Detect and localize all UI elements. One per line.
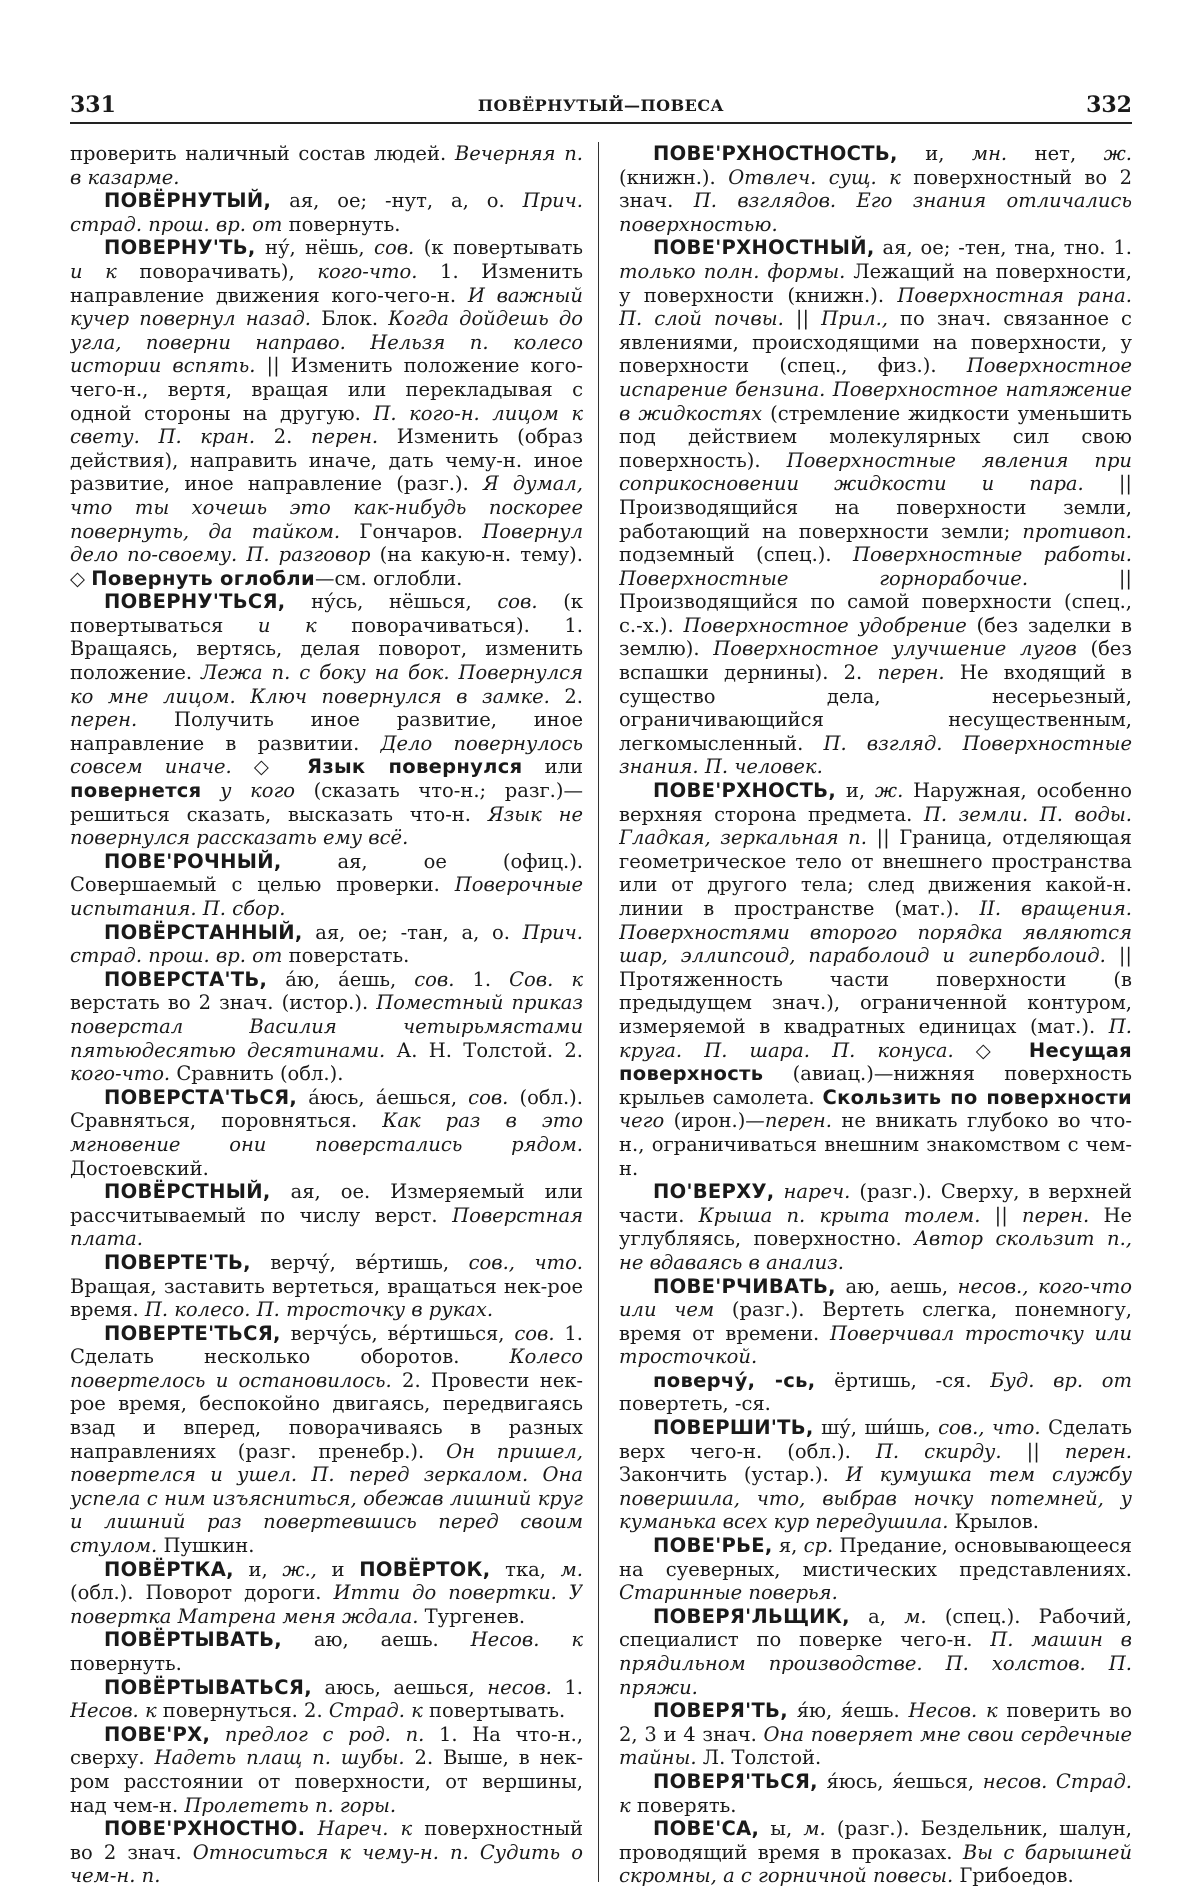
entry-headword: поверчу́, -сь, bbox=[653, 1368, 816, 1392]
entry-text: 2. bbox=[255, 425, 311, 449]
entry-text: ая, ое; -тан, а, о. bbox=[302, 920, 523, 944]
entry-text: поворачивать), bbox=[116, 259, 318, 283]
dictionary-entry bbox=[70, 1676, 583, 1723]
entry-text: Лежащий на поверхности, у поверхности (книжн.). bbox=[619, 259, 1132, 307]
entry-italic-text: Итти до повертки. У повертка Матрена меня ждала. bbox=[70, 1581, 583, 1628]
page-header bbox=[70, 92, 1132, 122]
entry-text: 1. На что-н., сверху. bbox=[70, 1722, 583, 1770]
entry-text: || bbox=[1001, 1439, 1065, 1463]
entry-italic-text: только полн. формы. bbox=[619, 259, 846, 283]
entry-italic-text: Дело повернулось совсем иначе. bbox=[70, 731, 583, 779]
entry-text: ая, ое. Измеряемый или рассчитываемый по числу верст. bbox=[70, 1180, 583, 1227]
entry-text: ёртишь, -ся. bbox=[815, 1368, 991, 1392]
entry-italic-text: перен. bbox=[70, 708, 138, 732]
entry-text: || bbox=[783, 307, 822, 331]
entry-italic-text: ж. bbox=[1103, 142, 1132, 165]
entry-italic-text: ж. bbox=[874, 779, 904, 803]
entry-italic-text: Несов. к bbox=[908, 1699, 998, 1723]
entry-italic-text: П. земли. П. воды. Гладкая, зеркальная п. bbox=[619, 802, 1132, 850]
entry-text: Сравнить (обл.). bbox=[170, 1062, 344, 1086]
entry-italic-text: II. вращения. Поверхностями второго порядка являются шар, эллипсоид, параболоид и гиперболоид. bbox=[619, 897, 1132, 968]
entry-headword: ПО'ВЕРХУ, bbox=[653, 1180, 775, 1204]
entry-text: Получить иное развитие, иное направление в развитии. bbox=[70, 708, 583, 755]
entry-italic-text: Сов. к bbox=[509, 967, 583, 991]
entry-headword: ПОВЕ'РХНОСТНО. bbox=[104, 1817, 306, 1841]
entry-text: (сказать что-н.; разг.)—решиться сказать, высказать что-н. bbox=[70, 779, 583, 826]
entry-text: Не углубляясь, поверхностно. bbox=[619, 1203, 1132, 1251]
entry-headword: Язык повернулся bbox=[307, 755, 523, 779]
entry-italic-text: Автор скользит п., не вдаваясь в анализ. bbox=[619, 1227, 1132, 1274]
entry-text: ая, ое (офиц.). Совершаемый с целью проверки. bbox=[70, 849, 583, 897]
entry-text: 2. Провести нек-рое время, беспокойно двигаясь, передвигаясь взад и вперед, поворачиваясь в разных направлениях (разг. пренебр.). bbox=[70, 1368, 583, 1463]
entry-italic-text: несов., кого-что или чем bbox=[619, 1274, 1132, 1322]
entry-italic-text: сов. bbox=[414, 967, 455, 991]
entry-headword: ПОВЕ'РЧИВАТЬ, bbox=[653, 1274, 836, 1298]
dictionary-entry bbox=[619, 1416, 1132, 1534]
entry-headword: ПОВЕРНУ'ТЬСЯ, bbox=[104, 590, 286, 614]
entry-text: || Производящийся по самой поверхности (спец., с.-х.). bbox=[619, 566, 1132, 637]
entry-text: ая, ое; -тен, тна, тно. 1. bbox=[874, 236, 1132, 260]
entry-text: ◇ bbox=[953, 1038, 1029, 1062]
dictionary-entry bbox=[70, 921, 583, 968]
entry-text: Закончить (устар.). bbox=[619, 1463, 846, 1487]
entry-italic-text: у кого bbox=[220, 779, 296, 803]
entry-text: (к повертываться bbox=[70, 590, 583, 637]
entry-italic-text: сов., что. bbox=[468, 1250, 583, 1274]
entry-text: тка, bbox=[490, 1557, 561, 1581]
entry-text: поверять. bbox=[630, 1793, 737, 1817]
dictionary-entry bbox=[70, 1251, 583, 1322]
entry-italic-text: П. машин в прядильном производстве. П. холстов. П. пряжи. bbox=[619, 1628, 1132, 1699]
dictionary-entry bbox=[619, 236, 1132, 779]
entry-headword: Повернуть оглобли bbox=[91, 566, 315, 590]
entry-text: я́ю, я́ешь. bbox=[787, 1699, 909, 1723]
entry-text: Вращая, заставить вертеться, вращаться нек-рое время. bbox=[70, 1274, 583, 1322]
running-head: ПОВЁРНУТЫЙ—ПОВЕСА bbox=[477, 96, 725, 115]
dictionary-entry bbox=[70, 1628, 583, 1675]
entry-text: Блок. bbox=[311, 307, 389, 331]
entry-text: шу́, ши́шь, bbox=[813, 1416, 939, 1440]
entry-italic-text: Я думал, что ты хочешь это как-нибудь поскорее повернуть, да тайком. bbox=[70, 472, 583, 543]
entry-headword: ПОВЕРСТА'ТЬСЯ, bbox=[104, 1085, 298, 1109]
entry-italic-text: сов. bbox=[514, 1321, 555, 1345]
entry-italic-text: П. скирду. bbox=[875, 1439, 1002, 1463]
entry-text: Тургенев. bbox=[418, 1604, 526, 1628]
entry-text: Сделать верх чего-н. (обл.). bbox=[619, 1416, 1132, 1463]
entry-italic-text: П. колесо. П. тросточку в руках. bbox=[144, 1298, 494, 1322]
entry-italic-text: Отвлеч. сущ. к bbox=[728, 165, 901, 189]
entry-italic-text: сов. bbox=[497, 590, 538, 614]
entry-italic-text: Поверстная плата. bbox=[70, 1203, 583, 1251]
entry-italic-text: перен. bbox=[1064, 1439, 1132, 1463]
entry-text: а́ю, а́ешь, bbox=[267, 967, 415, 991]
dictionary-entry bbox=[619, 1605, 1132, 1699]
entry-text: (к повертывать bbox=[414, 236, 583, 260]
entry-headword: ПОВЕ'РХНОСТНЫЙ, bbox=[653, 236, 875, 260]
entry-italic-text: Язык не повернулся рассказать ему всё. bbox=[70, 802, 583, 850]
entry-headword: ПОВЁРТОК, bbox=[359, 1557, 491, 1581]
entry-italic-text: мн. bbox=[971, 142, 1008, 165]
dictionary-entry bbox=[70, 142, 583, 189]
entry-headword: ПОВЕРНУ'ТЬ, bbox=[104, 236, 256, 260]
entry-italic-text: предлог с род. п. bbox=[224, 1722, 425, 1746]
entry-text: я, bbox=[772, 1534, 804, 1558]
entry-text: 2. bbox=[549, 684, 583, 708]
entry-italic-text: кого-что. bbox=[70, 1062, 171, 1086]
dictionary-entry bbox=[70, 236, 583, 590]
entry-text: проверить наличный состав людей. bbox=[70, 142, 455, 165]
dictionary-entry bbox=[619, 1180, 1132, 1274]
entry-italic-text: кого-что. bbox=[317, 259, 418, 283]
entry-italic-text: ж., bbox=[282, 1557, 317, 1581]
entry-text bbox=[305, 1817, 317, 1840]
entry-italic-text: Пролететь п. горы. bbox=[184, 1793, 397, 1817]
right-page-number: 332 bbox=[1086, 92, 1132, 118]
entry-text: подземный (спец.). bbox=[619, 543, 853, 567]
entry-text: 1. bbox=[551, 1675, 583, 1699]
entry-text: Грибоедов. bbox=[953, 1864, 1074, 1887]
entry-text: повернуть. bbox=[70, 1652, 182, 1675]
entry-italic-text: П. взглядов. Его знания отличались поверхностью. bbox=[619, 189, 1132, 236]
entry-text: (обл.). Сравняться, поровняться. bbox=[70, 1085, 583, 1133]
dictionary-entry bbox=[619, 1817, 1132, 1887]
entry-italic-text: противоп. bbox=[1022, 519, 1132, 543]
entry-italic-text: перен. bbox=[1022, 1203, 1090, 1227]
entry-headword: ПОВЕРЯ'ЛЬЩИК, bbox=[653, 1604, 850, 1628]
entry-text: и, bbox=[836, 779, 875, 803]
entry-headword: ПОВЕРСТА'ТЬ, bbox=[104, 967, 268, 991]
entry-text: ну́, нёшь, bbox=[255, 236, 375, 260]
entry-headword: ПОВЁРТЫВАТЬСЯ, bbox=[104, 1675, 312, 1699]
entry-text: ну́сь, нёшься, bbox=[285, 590, 498, 614]
entry-italic-text: Поверхностное удобрение bbox=[683, 613, 967, 637]
entry-italic-text: чего bbox=[619, 1109, 665, 1133]
dictionary-entry bbox=[70, 850, 583, 921]
entry-text: (спец.). Рабочий, специалист по поверке чего-н. bbox=[619, 1604, 1132, 1652]
entry-text: А. Н. Толстой. 2. bbox=[385, 1038, 583, 1062]
entry-text: или bbox=[522, 755, 583, 779]
entry-text bbox=[201, 779, 220, 802]
entry-italic-text: Прич. страд. прош. вр. от bbox=[70, 920, 583, 968]
entry-text: а, bbox=[849, 1604, 905, 1628]
entry-text: по знач. связанное с явлениями, происходящими на поверхности, у поверхности (спец., физ.). bbox=[619, 307, 1132, 378]
header-rule bbox=[70, 122, 1132, 124]
entry-text: ◇ bbox=[231, 755, 307, 779]
entry-text: поверхностный во 2 знач. bbox=[619, 165, 1132, 213]
entry-italic-text: и к bbox=[257, 613, 317, 637]
entry-italic-text: Прил., bbox=[821, 307, 888, 331]
entry-text: || Граница, отделяющая геометрическое тело от внешнего пространства или от другого тела; след движения какой-н. линии в пространстве (мат.). bbox=[619, 826, 1132, 920]
dictionary-entry bbox=[70, 590, 583, 850]
dictionary-entry bbox=[619, 779, 1132, 1180]
entry-text: Крылов. bbox=[948, 1510, 1039, 1534]
entry-italic-text: П. взгляд. Поверхностные знания. П. человек. bbox=[619, 731, 1132, 779]
entry-headword: повернется bbox=[70, 779, 202, 803]
entry-text: поворачиваться). 1. Вращаясь, вертясь, делая поворот, изменить положение. bbox=[70, 613, 583, 685]
entry-text: (разг.). Сверху, в верхней части. bbox=[619, 1180, 1132, 1227]
entry-text: а́юсь, а́ешься, bbox=[297, 1085, 469, 1109]
entry-italic-text: м. bbox=[560, 1557, 583, 1581]
entry-text: и, bbox=[897, 142, 972, 165]
entry-text: поверстать. bbox=[282, 944, 410, 968]
entry-italic-text: И кумушка тем службу повершила, что, выбрав ночку потемней, у куманька всех кур передушила. bbox=[619, 1463, 1132, 1534]
entry-headword: ПОВЕРТЕ'ТЬСЯ, bbox=[104, 1321, 281, 1345]
entry-italic-text: Поверочные испытания. П. сбор. bbox=[70, 873, 583, 920]
entry-italic-text: Поместный приказ поверстал Василия четырьмястами пятьюдесятью десятинами. bbox=[70, 991, 583, 1062]
entry-text bbox=[775, 1180, 784, 1203]
entry-italic-text: Старинные поверья. bbox=[619, 1581, 838, 1605]
entry-text: —см. оглобли. bbox=[314, 566, 463, 590]
entry-text: поверить во 2, 3 и 4 знач. bbox=[619, 1699, 1132, 1746]
entry-text: (обл.). Поворот дороги. bbox=[70, 1581, 334, 1605]
entry-text: не вникать глубоко во что-н., ограничиваться внешним знакомством с чем-н. bbox=[619, 1109, 1132, 1180]
entry-italic-text: Колесо повертелось и остановилось. bbox=[70, 1345, 583, 1392]
entry-text: и, bbox=[233, 1557, 283, 1581]
entry-italic-text: несов. bbox=[487, 1675, 552, 1699]
entry-headword: ПОВЕРЯ'ТЬ, bbox=[653, 1699, 788, 1723]
entry-text: аюсь, аешься, bbox=[311, 1675, 488, 1699]
entry-text: (стремление жидкости уменьшить под действием молекулярных сил свою поверхность). bbox=[619, 401, 1132, 472]
entry-text: Достоевский. bbox=[70, 1156, 209, 1180]
entry-text: (ирон.)— bbox=[664, 1109, 765, 1133]
entry-headword: ПОВЕ'РЬЕ, bbox=[653, 1534, 773, 1558]
entry-italic-text: и к bbox=[70, 259, 117, 283]
entry-headword: ПОВЕ'РОЧНЫЙ, bbox=[104, 849, 282, 873]
entry-headword: ПОВЁРНУТЫЙ, bbox=[104, 189, 272, 213]
entry-italic-text: Крыша п. крыта толем. bbox=[698, 1203, 981, 1227]
entry-italic-text: перен. bbox=[310, 425, 379, 449]
entry-text: (авиац.)—нижняя поверхность крыльев самолета. bbox=[619, 1062, 1132, 1109]
entry-text: поверхностный во 2 знач. bbox=[70, 1817, 583, 1864]
dictionary-entry bbox=[70, 1817, 583, 1887]
entry-text: 1. bbox=[454, 967, 510, 991]
entry-italic-text: Поверхностное улучшение лугов bbox=[713, 637, 1077, 661]
entry-italic-text: сов. bbox=[468, 1085, 509, 1109]
entry-headword: ПОВЕ'РХ, bbox=[104, 1722, 211, 1746]
entry-text: (разг.). Бездельник, шалун, проводящий время в проказах. bbox=[619, 1817, 1132, 1864]
entry-italic-text: нареч. bbox=[783, 1180, 851, 1204]
entry-text: верчу́, ве́ртишь, bbox=[250, 1250, 469, 1274]
entry-text: (книжн.). bbox=[619, 165, 729, 189]
dictionary-entry bbox=[619, 1699, 1132, 1770]
entry-headword: Несущая поверхность bbox=[619, 1038, 1132, 1086]
entry-text: (на какую-н. тему). ◇ bbox=[70, 543, 583, 590]
entry-text: (разг.). Вертеть слегка, понемногу, время от времени. bbox=[619, 1298, 1132, 1345]
entry-italic-text: Нареч. к bbox=[317, 1817, 413, 1841]
entry-text: повернуть. bbox=[282, 212, 401, 236]
entry-text: верстать во 2 знач. (истор.). bbox=[70, 991, 377, 1015]
entry-text: Не входящий в существо дела, несерьезный, ограничивающийся несущественным, легкомысленный. bbox=[619, 661, 1132, 755]
entry-italic-text: Относиться к чему-н. п. Судить о чем-н. п. bbox=[70, 1840, 583, 1887]
entry-text: || Протяженность части поверхности (в предыдущем знач.), ограниченной контуром, измеряемой в квадратных единицах (мат.). bbox=[619, 944, 1132, 1038]
entry-text: 1. Сделать несколько оборотов. bbox=[70, 1321, 583, 1369]
entry-italic-text: сов. bbox=[374, 236, 415, 260]
entry-headword: ПОВЕРТЕ'ТЬ, bbox=[104, 1250, 251, 1274]
entry-text: 2. Выше, в нек-ром расстоянии от поверхности, от вершины, над чем-н. bbox=[70, 1746, 583, 1817]
entry-italic-text: Несов. к bbox=[470, 1628, 583, 1652]
entry-headword: ПОВЁРСТНЫЙ, bbox=[104, 1180, 271, 1204]
entry-italic-text: Когда дойдешь до угла, поверни направо. Нельзя п. колесо истории вспять. bbox=[70, 307, 583, 378]
entry-italic-text: Повернул дело по-своему. П. разговор bbox=[70, 519, 583, 567]
entry-italic-text: П. кого-н. лицом к свету. П. кран. bbox=[70, 401, 583, 449]
left-column bbox=[70, 142, 583, 1887]
entry-italic-text: м. bbox=[904, 1604, 927, 1628]
dictionary-entry bbox=[70, 968, 583, 1086]
entry-italic-text: Она поверяет мне свои сердечные тайны. bbox=[619, 1722, 1132, 1770]
entry-italic-text: Как раз в это мгновение они поверстались рядом. bbox=[70, 1109, 583, 1156]
entry-italic-text: Прич. страд. прош. вр. от bbox=[70, 189, 583, 236]
entry-headword: ПОВЁРТЫВАТЬ, bbox=[104, 1628, 283, 1652]
entry-text: || Производящийся на поверхности земли, работающий на поверхности земли; bbox=[619, 472, 1132, 543]
entry-italic-text: Буд. вр. от bbox=[990, 1368, 1132, 1392]
entry-text: Предание, основывающееся на суеверных, мистических представлениях. bbox=[619, 1534, 1132, 1581]
entry-text: Л. Толстой. bbox=[696, 1746, 822, 1770]
entry-italic-text: Поверхностная рана. П. слой почвы. bbox=[619, 283, 1132, 331]
entry-text: Изменить (образ действия), направить иначе, дать чему-н. иное развитие, иное направление (разг.). bbox=[70, 425, 583, 496]
entry-text: ы, bbox=[759, 1817, 804, 1841]
left-page-number: 331 bbox=[70, 92, 116, 118]
entry-text: повернуться. 2. bbox=[156, 1699, 329, 1723]
entry-italic-text: П. круга. П. шара. П. конуса. bbox=[619, 1014, 1132, 1062]
entry-italic-text: Поверхностные работы. Поверхностные горнорабочие. bbox=[619, 543, 1132, 590]
entry-headword: ПОВЕРШИ'ТЬ, bbox=[653, 1416, 814, 1440]
entry-italic-text: Вы с барышней скромны, а с горничной повесы. bbox=[619, 1840, 1132, 1887]
entry-text: Пушкин. bbox=[157, 1534, 255, 1558]
entry-italic-text: Вечерняя п. в казарме. bbox=[70, 142, 583, 189]
entry-italic-text: Он пришел, повертелся и ушел. П. перед зеркалом. Она успела с ним изъясниться, обежав лишний круг и лишний раз повертевшись перед своим стулом. bbox=[70, 1439, 583, 1558]
entry-headword: ПОВЕРЯ'ТЬСЯ, bbox=[653, 1769, 818, 1793]
entry-text: (без заделки в землю). bbox=[619, 613, 1132, 661]
entry-italic-text: Поверчивал тросточку или тросточкой. bbox=[619, 1321, 1132, 1369]
entry-italic-text: перен. bbox=[877, 661, 945, 685]
entry-italic-text: Поверхностные явления при соприкосновении жидкости и пара. bbox=[619, 448, 1132, 496]
entry-text: нет, bbox=[1007, 142, 1104, 165]
entry-text bbox=[210, 1723, 225, 1746]
entry-italic-text: Лежа п. с боку на бок. Повернулся ко мне лицом. Ключ повернулся в замке. bbox=[70, 661, 583, 708]
entry-italic-text: Надеть плащ п. шубы. bbox=[154, 1746, 405, 1770]
entry-headword: ПОВЕ'РХНОСТЬ, bbox=[653, 779, 837, 803]
dictionary-entry bbox=[619, 142, 1132, 236]
entry-text: 1. Изменить направление движения кого-чего-н. bbox=[70, 259, 583, 307]
entry-text: || Изменить положение кого-чего-н., вертя, вращая или перекладывая с одной стороны на другую. bbox=[70, 354, 583, 425]
entry-headword: ПОВЕ'РХНОСТНОСТЬ, bbox=[653, 142, 898, 165]
dictionary-entry bbox=[70, 189, 583, 236]
dictionary-entry bbox=[70, 1180, 583, 1251]
entry-text: повертывать. bbox=[422, 1699, 566, 1723]
entry-text: аю, аешь, bbox=[835, 1274, 958, 1298]
entry-italic-text: сов., что. bbox=[938, 1416, 1041, 1440]
entry-italic-text: перен. bbox=[764, 1109, 832, 1133]
entry-text: (без вспашки дернины). 2. bbox=[619, 637, 1132, 685]
dictionary-entry bbox=[619, 1534, 1132, 1605]
right-column bbox=[619, 142, 1132, 1887]
dictionary-entry bbox=[70, 1723, 583, 1817]
entry-text: Наружная, особенно верхняя сторона предмета. bbox=[619, 779, 1132, 826]
column-divider bbox=[598, 142, 599, 1882]
entry-italic-text: несов. Страд. к bbox=[619, 1769, 1132, 1817]
dictionary-entry bbox=[70, 1322, 583, 1558]
entry-text: Гончаров. bbox=[340, 519, 483, 543]
entry-headword: ПОВЁРТКА, bbox=[104, 1557, 234, 1581]
entry-italic-text: ср. bbox=[803, 1534, 834, 1558]
entry-italic-text: Страд. к bbox=[328, 1699, 423, 1723]
dictionary-entry bbox=[619, 1369, 1132, 1416]
entry-text: || bbox=[980, 1203, 1023, 1227]
entry-italic-text: И важный кучер повернул назад. bbox=[70, 283, 583, 331]
dictionary-entry bbox=[619, 1275, 1132, 1369]
entry-text: верчу́сь, ве́ртишься, bbox=[280, 1321, 515, 1345]
dictionary-entry bbox=[70, 1086, 583, 1180]
entry-text: я́юсь, я́ешься, bbox=[817, 1769, 983, 1793]
entry-italic-text: Поверхностное испарение бензина. Поверхностное натяжение в жидкостях bbox=[619, 354, 1132, 425]
dictionary-entry bbox=[70, 1558, 583, 1629]
entry-headword: ПОВЕ'СА, bbox=[653, 1817, 760, 1841]
entry-text: повертеть, -ся. bbox=[619, 1392, 771, 1416]
entry-headword: Скользить по поверхности bbox=[822, 1085, 1132, 1109]
dictionary-entry bbox=[619, 1770, 1132, 1817]
entry-italic-text: м. bbox=[803, 1817, 826, 1841]
entry-italic-text: Несов. к bbox=[70, 1699, 157, 1723]
entry-text: и bbox=[316, 1557, 360, 1581]
entry-text: ая, ое; -нут, а, о. bbox=[271, 189, 523, 213]
entry-headword: ПОВЁРСТАННЫЙ, bbox=[104, 920, 303, 944]
entry-text: аю, аешь. bbox=[282, 1628, 471, 1652]
